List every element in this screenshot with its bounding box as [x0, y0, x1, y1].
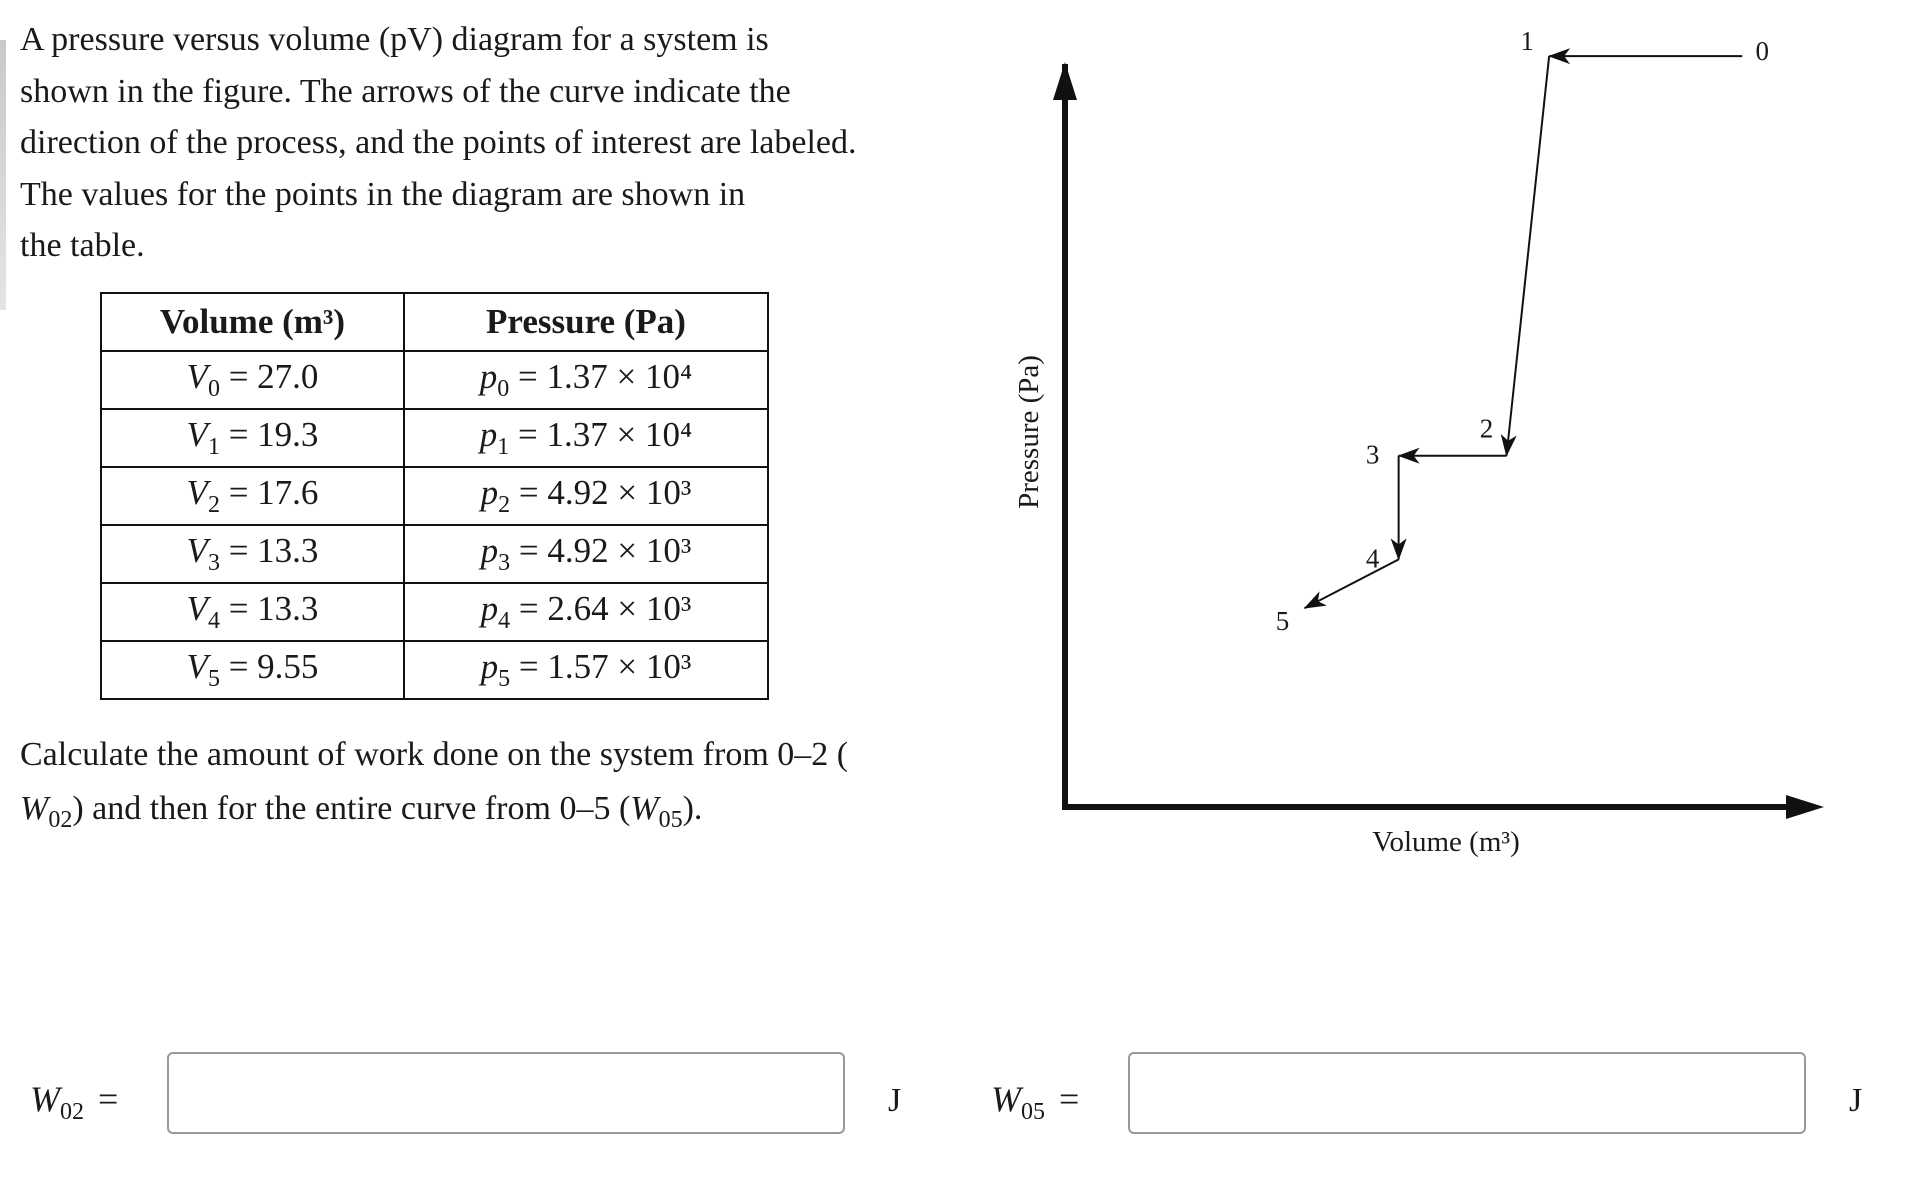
volume-cell: $V_1 = 19.3$: [101, 409, 404, 467]
process-segment-4-5: [1305, 559, 1399, 608]
w05-unit: J: [1849, 1082, 1863, 1119]
pressure-cell: $p_1 = 1.37 \times 10^4$: [404, 409, 768, 467]
w02-label: $W_{02}$ =: [30, 1079, 119, 1126]
process-curve: [1305, 56, 1743, 608]
point-label-3: 3: [1365, 439, 1380, 470]
intro-line-4: The values for the points in the diagram are shown in: [20, 175, 746, 213]
w05-label: $W_{05}$ =: [991, 1079, 1080, 1126]
point-label-4: 4: [1365, 543, 1380, 574]
point-label-1: 1: [1520, 26, 1534, 57]
x-axis-arrowhead: [1786, 795, 1824, 819]
pressure-cell: $p_5 = 1.57 \times 10^3$: [404, 641, 768, 699]
point-labels: [1276, 26, 1769, 636]
volume-cell: $V_0 = 27.0$: [101, 351, 404, 409]
w02-input[interactable]: [167, 1052, 845, 1134]
volume-cell: $V_5 = 9.55$: [101, 641, 404, 699]
pressure-header: Pressure (Pa): [404, 293, 768, 351]
pressure-cell: $p_3 = 4.92 \times 10^3$: [404, 525, 768, 583]
w02-unit: J: [888, 1082, 902, 1119]
intro-line-5: the table.: [20, 227, 145, 264]
point-label-5: 5: [1275, 606, 1290, 637]
y-axis-arrowhead: [1053, 62, 1077, 100]
volume-header: Volume (m³): [101, 293, 404, 351]
question-line-1: Calculate the amount of work done on the system from 0–2 (: [20, 736, 849, 773]
y-axis-label: Pressure (Pa): [1013, 355, 1045, 509]
volume-cell: $V_3 = 13.3$: [101, 525, 404, 583]
point-label-2: 2: [1479, 413, 1494, 444]
intro-line-3: direction of the process, and the points of interest are labeled.: [20, 124, 857, 161]
intro-line-1: A pressure versus volume (pV) diagram for a system is: [20, 21, 769, 58]
x-axis-label: Volume (m³): [1372, 826, 1520, 858]
volume-cell: $V_2 = 17.6$: [101, 467, 404, 525]
pressure-cell: $p_0 = 1.37 \times 10^4$: [404, 351, 768, 409]
process-segment-1-2: [1506, 56, 1549, 456]
pressure-cell: $p_2 = 4.92 \times 10^3$: [404, 467, 768, 525]
w05-input[interactable]: [1128, 1052, 1806, 1134]
intro-line-2: shown in the figure. The arrows of the curve indicate the: [20, 72, 791, 110]
point-label-0: 0: [1755, 36, 1770, 67]
question-line-2: $W_{02}$) and then for the entire curve from 0–5 $(W_{05})$.: [20, 790, 703, 833]
volume-cell: $V_4 = 13.3$: [101, 583, 404, 641]
pressure-cell: $p_4 = 2.64 \times 10^3$: [404, 583, 768, 641]
